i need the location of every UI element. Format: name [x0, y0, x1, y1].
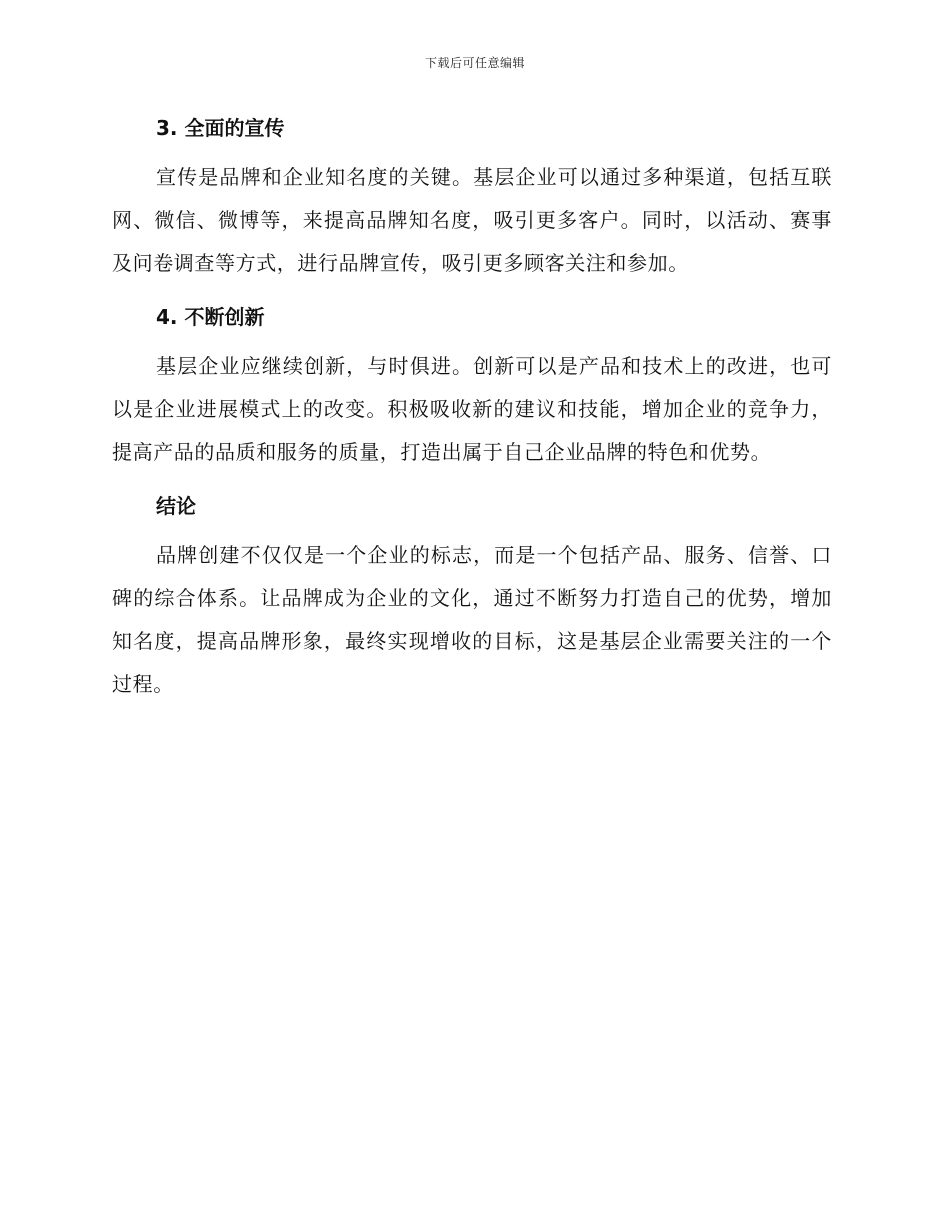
- section-innovation: [112, 297, 832, 474]
- section-paragraph: 品牌创建不仅仅是一个企业的标志，而是一个包括产品、服务、信誉、口碑的综合体系。让品牌成为企业的文化，通过不断努力打造自己的优势，增加知名度，提高品牌形象，最终实现增收的目标，这是基层企业需要关注的一个过程。: [112, 543, 832, 696]
- document-content: [112, 108, 832, 718]
- section-heading: 3. 全面的宣传: [156, 116, 285, 140]
- section-paragraph: 宣传是品牌和企业知名度的关键。基层企业可以通过多种渠道，包括互联网、微信、微博等，来提高品牌知名度，吸引更多客户。同时，以活动、赛事及问卷调查等方式，进行品牌宣传，吸引更多顾客关注和参加。: [112, 165, 832, 275]
- section-heading: 4. 不断创新: [156, 305, 265, 329]
- section-publicity: [112, 108, 832, 285]
- section-paragraph: 基层企业应继续创新，与时俱进。创新可以是产品和技术上的改进，也可以是企业进展模式上的改变。积极吸收新的建议和技能，增加企业的竞争力，提高产品的品质和服务的质量，打造出属于自己企业品牌的特色和优势。: [112, 354, 832, 464]
- section-heading: 结论: [156, 494, 196, 518]
- header-note: 下载后可任意编辑: [424, 56, 525, 70]
- section-conclusion: [112, 486, 832, 706]
